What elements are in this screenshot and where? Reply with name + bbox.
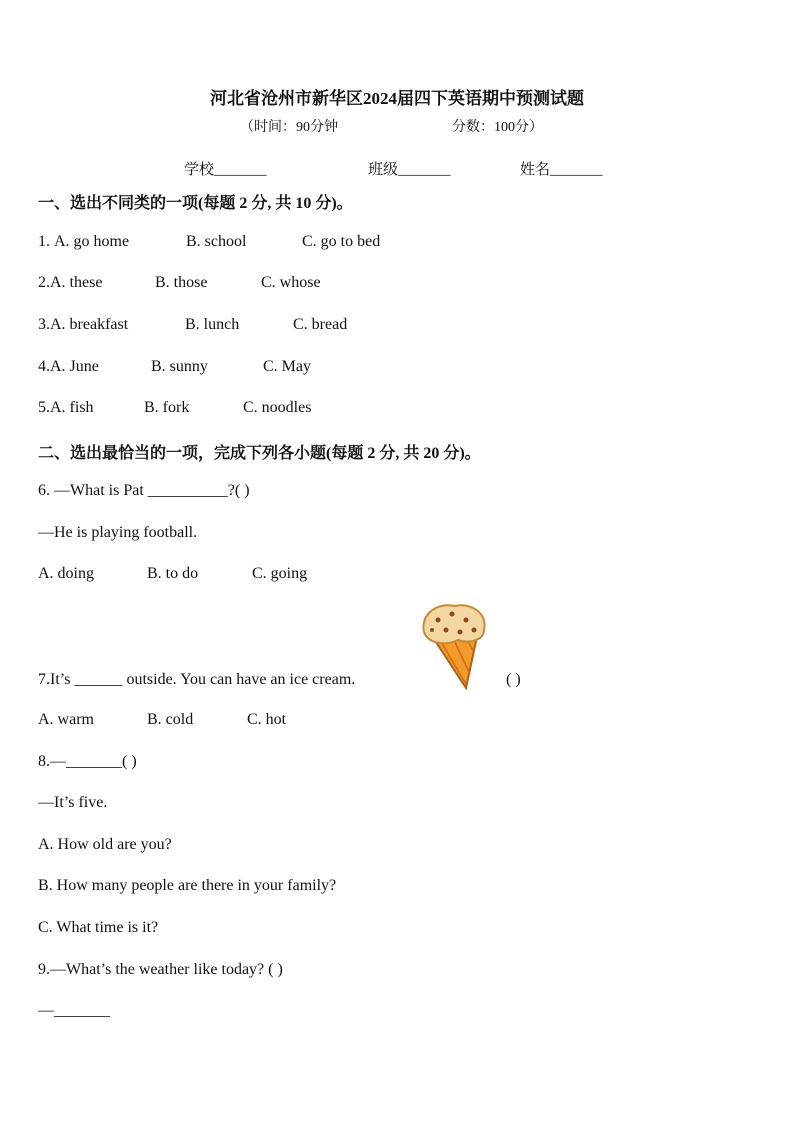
ice-cream-icon xyxy=(418,600,490,692)
question-number: 5. xyxy=(38,399,50,416)
option-b[interactable]: B. school xyxy=(186,233,247,250)
question-6-answer: —He is playing football. xyxy=(38,524,198,541)
question-7-paren[interactable]: ( ) xyxy=(506,671,521,688)
exam-score: 分数：100分） xyxy=(452,120,543,135)
option-c[interactable]: C. go to bed xyxy=(302,233,381,250)
name-field[interactable]: 姓名_______ xyxy=(520,162,603,178)
option-a[interactable]: A. breakfast xyxy=(50,316,129,333)
question-8-option-b[interactable]: B. How many people are there in your family? xyxy=(38,877,337,894)
option-b[interactable]: B. lunch xyxy=(185,316,240,333)
option-a[interactable]: A. these xyxy=(50,274,103,291)
school-field[interactable]: 学校_______ xyxy=(184,162,267,178)
question-9-stem: 9.—What’s the weather like today? ( ) xyxy=(38,961,283,978)
option-a[interactable]: A. warm xyxy=(38,711,94,728)
page-title: 河北省沧州市新华区2024届四下英语期中预测试题 xyxy=(210,89,584,108)
class-field[interactable]: 班级_______ xyxy=(368,162,451,178)
question-6-options xyxy=(38,565,307,583)
question-4 xyxy=(38,358,311,376)
question-8-option-a[interactable]: A. How old are you? xyxy=(38,836,172,853)
option-c[interactable]: C. hot xyxy=(247,711,287,728)
question-8-stem: 8.—_______( ) xyxy=(38,753,137,770)
question-number: 4. xyxy=(38,358,50,375)
option-c[interactable]: C. bread xyxy=(293,316,348,333)
option-c[interactable]: C. whose xyxy=(261,274,321,291)
option-b[interactable]: B. those xyxy=(155,274,208,291)
question-2 xyxy=(38,274,321,292)
question-number: 1. xyxy=(38,233,54,250)
question-7-stem: 7.It’s ______ outside. You can have an ice cream. xyxy=(38,671,356,688)
question-1 xyxy=(38,233,380,251)
question-number: 2. xyxy=(38,274,50,291)
option-b[interactable]: B. cold xyxy=(147,711,194,728)
option-b[interactable]: B. sunny xyxy=(151,358,208,375)
option-a[interactable]: A. doing xyxy=(38,565,94,582)
option-a[interactable]: A. fish xyxy=(50,399,94,416)
section1-heading: 一、选出不同类的一项(每题 2 分, 共 10 分)。 xyxy=(38,195,353,212)
option-b[interactable]: B. fork xyxy=(144,399,190,416)
question-8-answer: —It’s five. xyxy=(38,794,108,811)
question-9-answer: —_______ xyxy=(38,1002,110,1019)
question-8-option-c[interactable]: C. What time is it? xyxy=(38,919,159,936)
option-b[interactable]: B. to do xyxy=(147,565,199,582)
exam-time: （时间：90分钟 xyxy=(240,120,338,135)
question-number: 3. xyxy=(38,316,50,333)
option-c[interactable]: C. May xyxy=(263,358,311,375)
question-6-stem: 6. —What is Pat __________?( ) xyxy=(38,482,250,499)
option-c[interactable]: C. noodles xyxy=(243,399,312,416)
option-a[interactable]: A. go home xyxy=(54,233,130,250)
question-3 xyxy=(38,316,347,334)
option-c[interactable]: C. going xyxy=(252,565,308,582)
section2-heading: 二、选出最恰当的一项，完成下列各小题(每题 2 分, 共 20 分)。 xyxy=(38,445,481,462)
question-5 xyxy=(38,399,311,417)
option-a[interactable]: A. June xyxy=(50,358,99,375)
question-7-options xyxy=(38,711,286,729)
